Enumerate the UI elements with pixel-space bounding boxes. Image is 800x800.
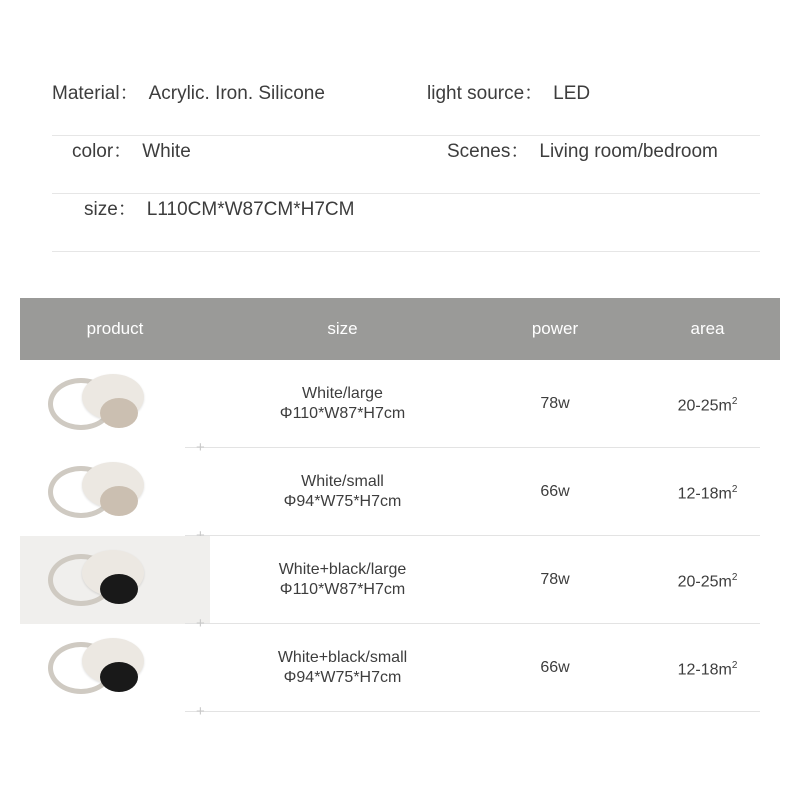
spec-label-color: color： xyxy=(72,141,133,162)
size-line-2: Φ94*W75*H7cm xyxy=(283,669,402,686)
spec-label-scenes: Scenes： xyxy=(447,141,530,162)
area-value: 12-18m xyxy=(677,485,732,503)
lamp-disc-small-icon xyxy=(100,398,138,428)
plus-icon: + xyxy=(196,439,205,456)
table-row[interactable] xyxy=(20,624,780,720)
spec-value-material: Acrylic. Iron. Silicone xyxy=(148,83,325,104)
row-divider xyxy=(185,711,760,712)
size-line-2: Φ110*W87*H7cm xyxy=(279,581,406,598)
area-value: 20-25m xyxy=(677,573,732,591)
size-line-1: White/small xyxy=(301,473,384,490)
cell-power: 78w xyxy=(540,395,570,412)
spec-row-size xyxy=(52,194,760,252)
specification-block xyxy=(52,78,760,252)
size-line-2: Φ110*W87*H7cm xyxy=(279,405,406,422)
cell-area xyxy=(635,392,780,416)
spec-row-material xyxy=(52,78,760,136)
spec-pair-size xyxy=(52,194,459,221)
table-header-power: power xyxy=(531,319,579,338)
cell-size xyxy=(210,648,475,688)
table-header-size: size xyxy=(327,319,358,338)
cell-size xyxy=(210,472,475,512)
lamp-disc-small-icon xyxy=(100,486,138,516)
size-line-1: White+black/small xyxy=(277,649,408,666)
table-row[interactable] xyxy=(20,448,780,536)
spec-pair-material xyxy=(52,78,427,105)
spec-label-light-source: light source： xyxy=(427,83,544,104)
cell-size xyxy=(210,560,475,600)
spec-label-size: size： xyxy=(84,199,137,220)
cell-area xyxy=(635,480,780,504)
size-line-1: White+black/large xyxy=(278,561,407,578)
area-value: 12-18m xyxy=(677,661,732,679)
spec-row-color xyxy=(52,136,760,194)
cell-power: 66w xyxy=(540,659,570,676)
size-line-1: White/large xyxy=(302,385,383,402)
area-superscript: 2 xyxy=(731,395,738,407)
lamp-disc-small-dark-icon xyxy=(100,574,138,604)
product-table xyxy=(20,298,780,720)
lamp-disc-small-dark-icon xyxy=(100,662,138,692)
table-row[interactable] xyxy=(20,536,780,632)
area-superscript: 2 xyxy=(731,659,738,671)
product-thumbnail xyxy=(20,360,210,448)
area-superscript: 2 xyxy=(731,483,738,495)
cell-area xyxy=(635,656,780,680)
cell-size xyxy=(210,384,475,424)
spec-value-color: White xyxy=(142,141,191,162)
product-thumbnail xyxy=(20,624,210,712)
cell-power: 66w xyxy=(540,483,570,500)
area-superscript: 2 xyxy=(731,571,738,583)
spec-pair-scenes xyxy=(447,136,718,163)
spec-value-size: L110CM*W87CM*H7CM xyxy=(146,199,355,220)
spec-pair-light-source xyxy=(427,78,590,105)
spec-value-light-source: LED xyxy=(553,83,591,104)
spec-pair-color xyxy=(52,136,447,163)
spec-value-scenes: Living room/bedroom xyxy=(539,141,718,162)
table-header-area: area xyxy=(690,319,725,338)
table-header-row xyxy=(20,298,780,360)
size-line-2: Φ94*W75*H7cm xyxy=(283,493,402,510)
table-header-product: product xyxy=(86,319,144,338)
product-thumbnail xyxy=(20,536,210,624)
cell-power: 78w xyxy=(540,571,570,588)
plus-icon: + xyxy=(196,615,205,632)
area-value: 20-25m xyxy=(677,397,732,415)
plus-icon: + xyxy=(196,703,205,720)
table-row[interactable] xyxy=(20,360,780,456)
spec-label-material: Material： xyxy=(52,83,139,104)
product-thumbnail xyxy=(20,448,210,536)
cell-area xyxy=(635,568,780,592)
